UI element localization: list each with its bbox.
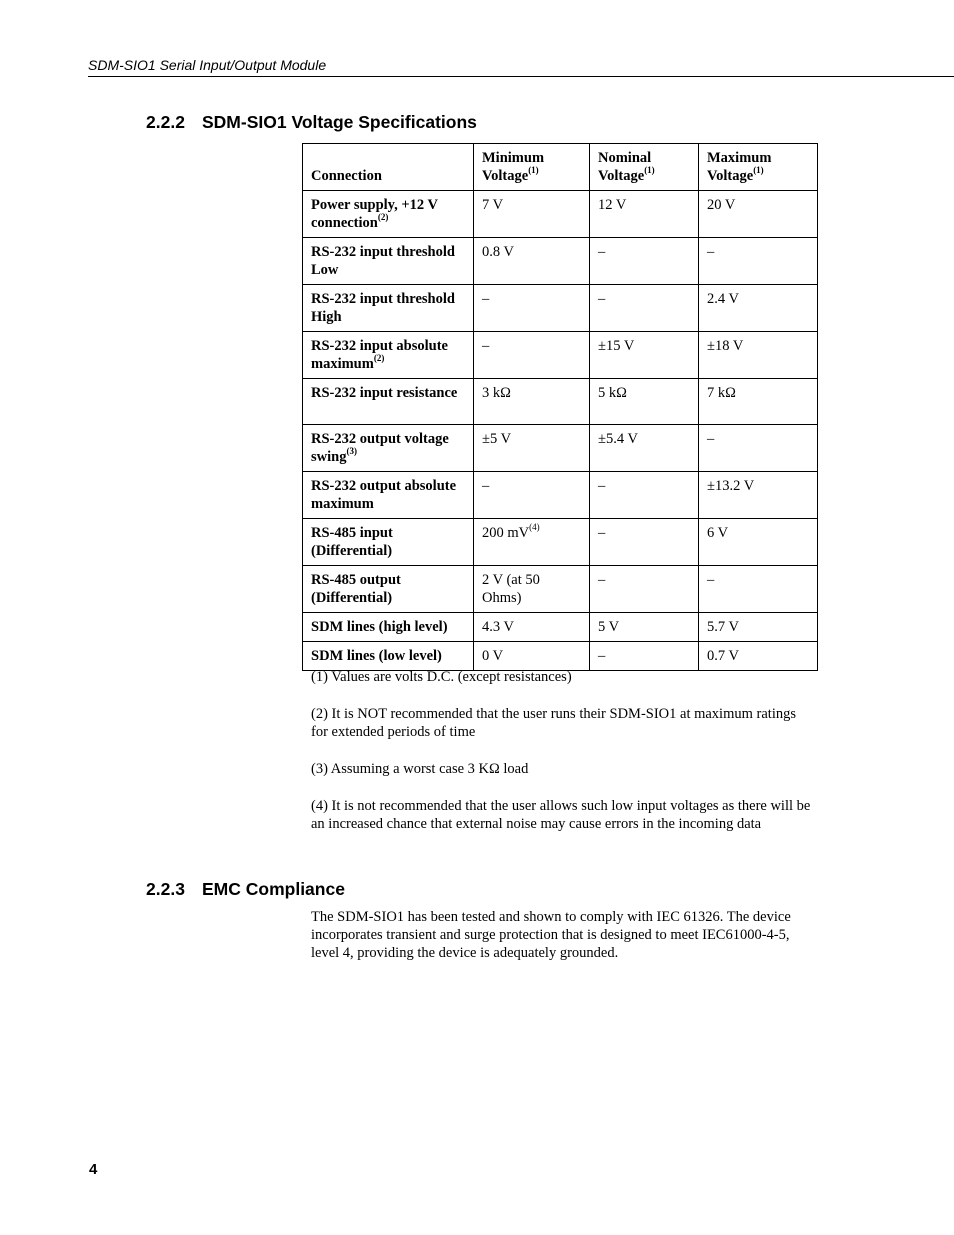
section-number: 2.2.3	[146, 879, 185, 899]
cell-nominal: 12 V	[590, 191, 699, 238]
cell-nominal: ±5.4 V	[590, 425, 699, 472]
table-row	[303, 191, 818, 238]
cell-connection: RS-485 output (Differential)	[303, 566, 474, 613]
cell-nominal: –	[590, 519, 699, 566]
cell-minimum: 200 $mV^{(4)}$	[474, 519, 590, 566]
header-minimum-voltage: Minimum Voltage$^{(1)}$	[474, 144, 590, 191]
cell-connection: RS-232 input threshold High	[303, 285, 474, 332]
emc-paragraph: The SDM-SIO1 has been tested and shown to comply with IEC 61326. The device incorporates transient and surge protection that is designed to meet IEC61000-4-5, level 4, providing the device is adequately grounded.	[311, 909, 791, 961]
table-row	[303, 642, 818, 671]
table-row	[303, 425, 818, 472]
section-number: 2.2.2	[146, 112, 185, 132]
cell-minimum: 4.3 V	[474, 613, 590, 642]
cell-nominal: 5 V	[590, 613, 699, 642]
cell-connection: RS-232 input threshold Low	[303, 238, 474, 285]
cell-nominal: ±15 V	[590, 332, 699, 379]
cell-maximum: 5.7 V	[699, 613, 818, 642]
table-row	[303, 566, 818, 613]
cell-connection: RS-232 input resistance	[303, 379, 474, 425]
page-number: 4	[89, 1161, 98, 1178]
table-header-row	[303, 144, 818, 191]
cell-connection: SDM lines (high level)	[303, 613, 474, 642]
footnote-2: (2) It is NOT recommended that the user runs their SDM-SIO1 at maximum ratings for extended periods of time	[311, 706, 796, 740]
table-row	[303, 379, 818, 425]
cell-maximum: –	[699, 238, 818, 285]
cell-maximum: 2.4 V	[699, 285, 818, 332]
cell-nominal: 5 kΩ	[590, 379, 699, 425]
cell-connection: Power supply, +12 V connection$^{(2)}$	[303, 191, 474, 238]
cell-maximum: ±13.2 V	[699, 472, 818, 519]
table-row	[303, 285, 818, 332]
voltage-specs-table	[302, 143, 818, 671]
header-nominal-voltage: Nominal Voltage$^{(1)}$	[590, 144, 699, 191]
cell-minimum: ±5 V	[474, 425, 590, 472]
section-heading-emc	[146, 879, 345, 900]
table-row	[303, 332, 818, 379]
cell-nominal: –	[590, 285, 699, 332]
cell-minimum: 3 kΩ	[474, 379, 590, 425]
running-header-title: SDM-SIO1 Serial Input/Output Module	[88, 57, 327, 73]
cell-maximum: 0.7 V	[699, 642, 818, 671]
cell-connection: RS-232 input absolute maximum$^{(2)}$	[303, 332, 474, 379]
cell-maximum: –	[699, 566, 818, 613]
cell-maximum: ±18 V	[699, 332, 818, 379]
cell-minimum: 2 V (at 50 Ohms)	[474, 566, 590, 613]
cell-nominal: –	[590, 566, 699, 613]
cell-maximum: 6 V	[699, 519, 818, 566]
cell-connection: SDM lines (low level)	[303, 642, 474, 671]
cell-minimum: 0 V	[474, 642, 590, 671]
cell-minimum: 7 V	[474, 191, 590, 238]
header-connection: Connection	[303, 144, 474, 191]
cell-connection: RS-485 input (Differential)	[303, 519, 474, 566]
table-footnotes	[311, 668, 811, 852]
cell-minimum: –	[474, 285, 590, 332]
footnote-4: (4) It is not recommended that the user allows such low input voltages as there will be an increased chance that external noise may cause errors in the incoming data	[311, 798, 811, 832]
cell-minimum: 0.8 V	[474, 238, 590, 285]
cell-minimum: –	[474, 472, 590, 519]
cell-minimum: –	[474, 332, 590, 379]
cell-maximum: 7 kΩ	[699, 379, 818, 425]
footnote-1: (1) Values are volts D.C. (except resistances)	[311, 669, 572, 685]
table-row	[303, 519, 818, 566]
section-heading-voltage-specs	[146, 112, 477, 133]
cell-maximum: 20 V	[699, 191, 818, 238]
cell-nominal: –	[590, 642, 699, 671]
cell-nominal: –	[590, 472, 699, 519]
section-title: SDM-SIO1 Voltage Specifications	[202, 112, 477, 132]
table-row	[303, 472, 818, 519]
cell-connection: RS-232 output voltage swing$^{(3)}$	[303, 425, 474, 472]
table-row	[303, 613, 818, 642]
header-maximum-voltage: Maximum Voltage$^{(1)}$	[699, 144, 818, 191]
footnote-3: (3) Assuming a worst case 3 KΩ load	[311, 761, 529, 777]
table-row	[303, 238, 818, 285]
cell-maximum: –	[699, 425, 818, 472]
cell-connection: RS-232 output absolute maximum	[303, 472, 474, 519]
cell-nominal: –	[590, 238, 699, 285]
running-header	[88, 56, 954, 77]
section-title: EMC Compliance	[202, 879, 345, 899]
